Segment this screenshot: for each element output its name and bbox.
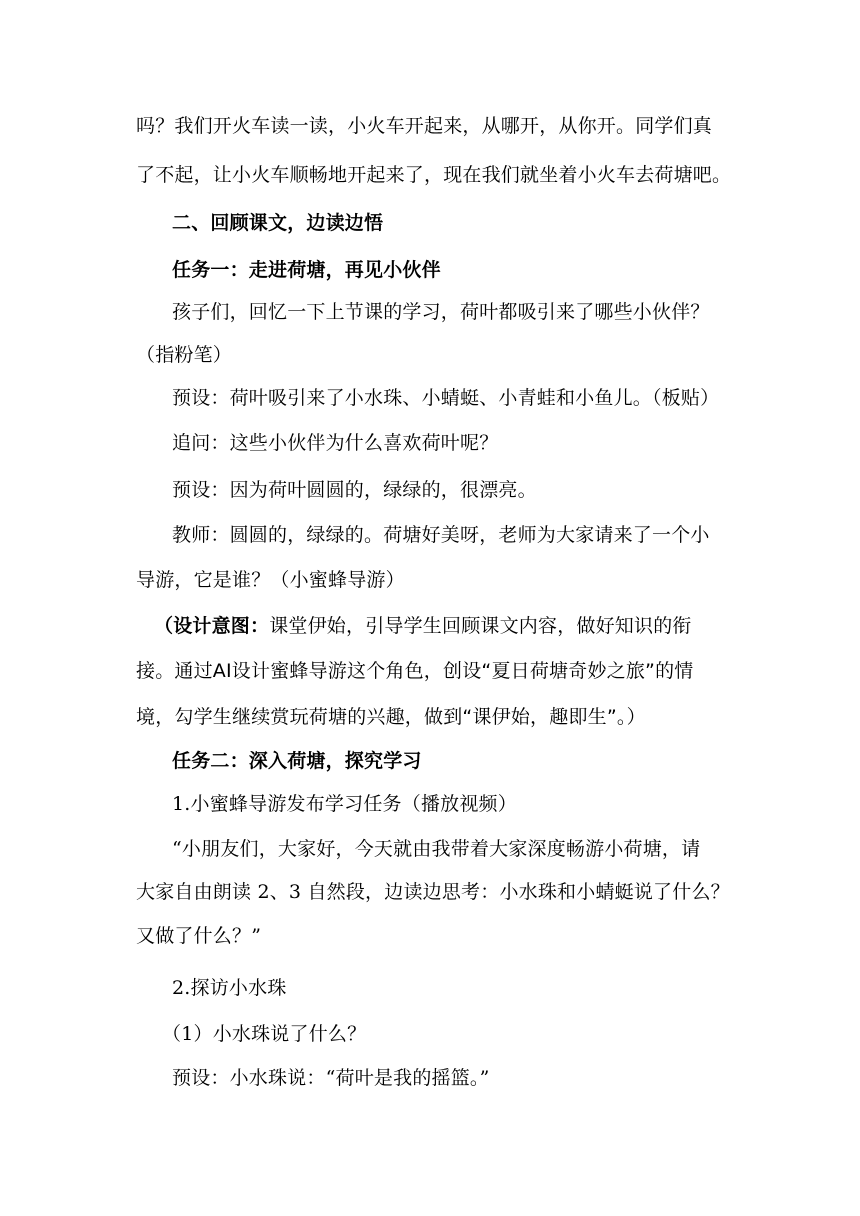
paragraph-line: （指粉笔）: [136, 344, 233, 366]
paragraph-line: 导游，它是谁？（小蜜蜂导游）: [136, 569, 405, 591]
paragraph-line: 1.小蜜蜂导游发布学习任务（播放视频）: [172, 793, 517, 815]
paragraph-line: 追问：这些小伙伴为什么喜欢荷叶呢？: [172, 432, 499, 454]
design-intent-line: [154, 614, 736, 638]
quote-line: “小朋友们，大家好，今天就由我带着大家深度畅游小荷塘，请: [172, 838, 701, 860]
paragraph-line: 预设：小水珠说：“荷叶是我的摇篮。”: [172, 1067, 490, 1089]
paragraph-line: 吗？我们开火车读一读，小火车开起来，从哪开，从你开。同学们真: [136, 115, 713, 137]
design-intent-line: 接。通过AI设计蜜蜂导游这个角色，创设“夏日荷塘奇妙之旅”的情: [136, 660, 694, 682]
quote-line: 大家自由朗读 2、3 自然段，边读边思考：小水珠和小蜻蜓说了什么？: [136, 881, 730, 903]
paragraph-line: 2.探访小水珠: [172, 977, 287, 999]
design-intent-label: （设计意图：: [154, 615, 270, 637]
paragraph-line: 教师：圆圆的，绿绿的。荷塘好美呀，老师为大家请来了一个小: [172, 524, 710, 546]
design-intent-text: 课堂伊始，引导学生回顾课文内容，做好知识的衔: [269, 615, 692, 637]
paragraph-line: 孩子们，回忆一下上节课的学习，荷叶都吸引来了哪些小伙伴？: [172, 301, 710, 323]
paragraph-line: 预设：荷叶吸引来了小水珠、小蜻蜓、小青蛙和小鱼儿。（板贴）: [172, 387, 720, 409]
quote-line: 又做了什么？”: [136, 925, 262, 947]
design-intent-line: 境，勾学生继续赏玩荷塘的兴趣，做到“课伊始，趣即生”。）: [136, 706, 646, 728]
task-heading: 任务一：走进荷塘，再见小伙伴: [172, 259, 441, 281]
section-heading: 二、回顾课文，边读边悟: [172, 212, 384, 234]
paragraph-line: （1）小水珠说了什么？: [162, 1023, 367, 1045]
task-heading: 任务二：深入荷塘，探究学习: [172, 750, 422, 772]
paragraph-line: 预设：因为荷叶圆圆的，绿绿的，很漂亮。: [172, 479, 537, 501]
paragraph-line: 了不起，让小火车顺畅地开起来了，现在我们就坐着小火车去荷塘吧。: [136, 164, 732, 186]
